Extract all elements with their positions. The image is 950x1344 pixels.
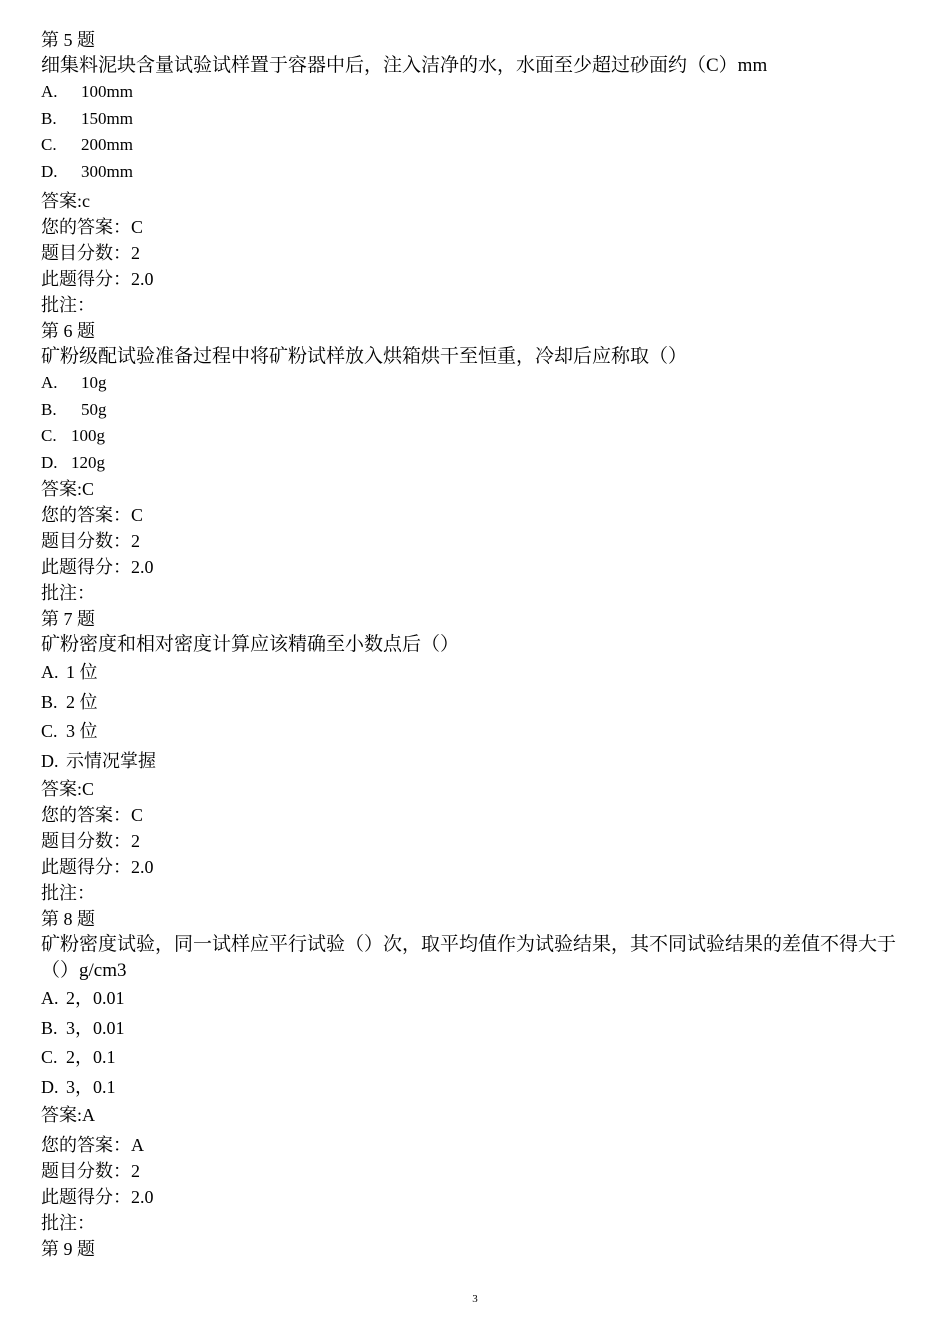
option-label: A. xyxy=(41,662,59,682)
question-stem: 矿粉密度试验，同一试样应平行试验（）次，取平均值作为试验结果，其不同试验结果的差值不得大于（）g/cm3 xyxy=(41,934,897,981)
option-label: C. xyxy=(41,721,58,741)
question-heading: 第 7 题 xyxy=(41,609,95,629)
option-text: 3，0.1 xyxy=(66,1076,116,1097)
question-score: 题目分数：2 xyxy=(41,1161,140,1181)
question-stem: 细集料泥块含量试验试样置于容器中后，注入洁净的水，水面至少超过砂面约（C）mm xyxy=(41,55,768,76)
option-b xyxy=(41,688,911,718)
option-text: 200mm xyxy=(81,135,133,154)
option-text: 150mm xyxy=(81,108,133,128)
option-text: 1 位 xyxy=(66,662,98,682)
option-d xyxy=(41,1073,911,1103)
option-text: 300mm xyxy=(81,161,133,181)
option-text: 100mm xyxy=(81,82,133,101)
document-page xyxy=(41,27,911,1262)
option-label: B. xyxy=(41,108,57,128)
option-label: C. xyxy=(41,1047,58,1067)
option-b xyxy=(41,1014,911,1044)
question-stem: 矿粉级配试验准备过程中将矿粉试样放入烘箱烘干至恒重，冷却后应称取（） xyxy=(41,346,688,367)
correct-answer: 答案:c xyxy=(41,191,90,211)
your-answer: 您的答案：A xyxy=(41,1135,144,1155)
earned-score: 此题得分：2.0 xyxy=(41,269,154,289)
option-label: A. xyxy=(41,373,58,392)
option-d xyxy=(41,450,911,477)
option-label: D. xyxy=(41,750,59,771)
option-label: D. xyxy=(41,1076,59,1097)
option-label: B. xyxy=(41,1017,58,1038)
option-label: C. xyxy=(41,135,57,154)
option-c xyxy=(41,717,911,747)
your-answer: 您的答案：C xyxy=(41,805,144,825)
option-b xyxy=(41,106,911,133)
question-heading-next: 第 9 题 xyxy=(41,1239,95,1259)
your-answer: 您的答案：C xyxy=(41,505,144,525)
correct-answer: 答案:A xyxy=(41,1105,95,1125)
option-text: 50g xyxy=(81,399,107,419)
comment-label: 批注： xyxy=(41,583,95,603)
correct-answer: 答案:C xyxy=(41,479,95,499)
option-c xyxy=(41,132,911,159)
option-text: 100g xyxy=(71,426,105,445)
earned-score: 此题得分：2.0 xyxy=(41,857,154,877)
option-text: 2，0.01 xyxy=(66,988,125,1008)
question-heading: 第 8 题 xyxy=(41,909,95,929)
option-label: C. xyxy=(41,426,57,445)
option-a xyxy=(41,658,911,688)
option-a xyxy=(41,984,911,1014)
your-answer: 您的答案：C xyxy=(41,217,144,237)
option-a xyxy=(41,370,911,397)
question-stem: 矿粉密度和相对密度计算应该精确至小数点后（） xyxy=(41,634,460,655)
option-b xyxy=(41,397,911,424)
option-label: B. xyxy=(41,691,58,712)
question-6 xyxy=(41,318,911,606)
question-score: 题目分数：2 xyxy=(41,243,140,263)
option-label: B. xyxy=(41,399,57,419)
question-8 xyxy=(41,906,911,1236)
comment-label: 批注： xyxy=(41,295,95,315)
option-label: D. xyxy=(41,452,58,472)
page-number: 3 xyxy=(472,1293,478,1305)
earned-score: 此题得分：2.0 xyxy=(41,1187,154,1207)
option-d xyxy=(41,159,911,186)
option-text: 3，0.01 xyxy=(66,1017,125,1038)
option-text: 2，0.1 xyxy=(66,1047,116,1067)
question-5 xyxy=(41,27,911,318)
correct-answer: 答案:C xyxy=(41,779,95,799)
option-text: 示情况掌握 xyxy=(66,750,156,771)
option-label: A. xyxy=(41,82,58,101)
option-text: 10g xyxy=(81,373,107,392)
option-d xyxy=(41,747,911,777)
earned-score: 此题得分：2.0 xyxy=(41,557,154,577)
comment-label: 批注： xyxy=(41,883,95,903)
question-heading: 第 5 题 xyxy=(41,30,95,50)
comment-label: 批注： xyxy=(41,1213,95,1233)
option-text: 3 位 xyxy=(66,721,98,741)
question-7 xyxy=(41,606,911,906)
option-text: 2 位 xyxy=(66,691,98,712)
option-a xyxy=(41,79,911,106)
question-score: 题目分数：2 xyxy=(41,831,140,851)
option-c xyxy=(41,423,911,450)
option-c xyxy=(41,1043,911,1073)
question-heading: 第 6 题 xyxy=(41,321,95,341)
option-label: D. xyxy=(41,161,58,181)
question-score: 题目分数：2 xyxy=(41,531,140,551)
option-label: A. xyxy=(41,988,59,1008)
option-text: 120g xyxy=(71,452,105,472)
